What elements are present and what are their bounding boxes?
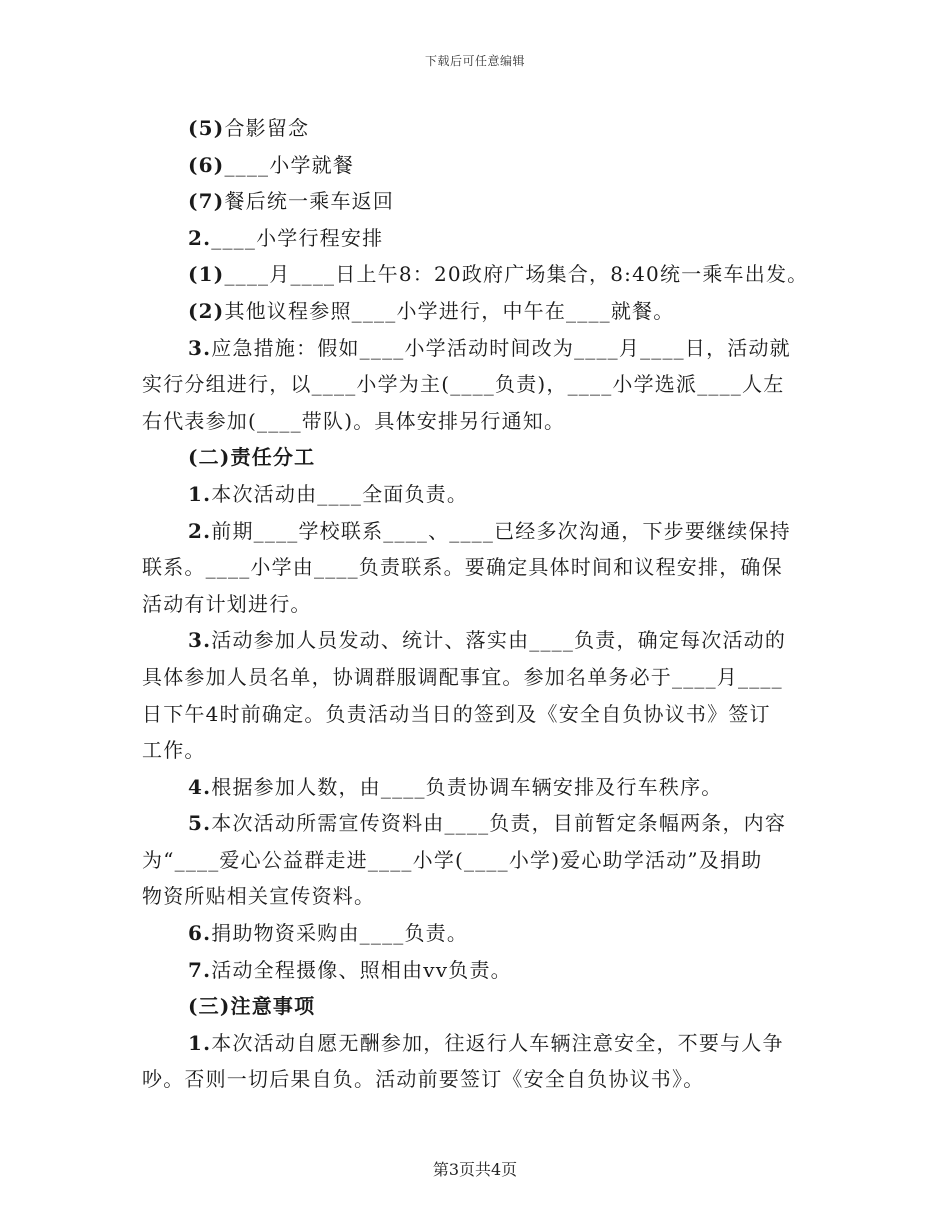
item-number: 3. bbox=[188, 628, 212, 653]
paragraph-line bbox=[142, 842, 804, 879]
line-text: ____小学行程安排 bbox=[211, 225, 384, 250]
paragraph-line bbox=[142, 256, 809, 293]
paragraph-line bbox=[142, 220, 804, 257]
paragraph-line bbox=[142, 659, 804, 696]
page-footer: 第3页共4页 bbox=[432, 1160, 518, 1179]
item-number: (二) bbox=[188, 445, 231, 470]
line-text: 吵。否则一切后果自负。活动前要签订《安全自负协议书》。 bbox=[142, 1067, 705, 1092]
line-text: 合影留念 bbox=[224, 116, 310, 140]
paragraph-line bbox=[142, 110, 804, 147]
paragraph-line bbox=[142, 330, 804, 367]
line-text: 根据参加人数，由____负责协调车辆安排及行车秩序。 bbox=[211, 774, 723, 799]
paragraph-line bbox=[142, 1025, 804, 1062]
paragraph-line bbox=[142, 622, 804, 659]
paragraph-line bbox=[142, 476, 804, 513]
line-text: 前期____学校联系____、____已经多次沟通，下步要继续保持 bbox=[211, 518, 791, 543]
paragraph-line bbox=[142, 696, 804, 733]
item-number: 1. bbox=[188, 481, 212, 506]
item-number: 5. bbox=[188, 811, 212, 836]
line-text: 应急措施：假如____小学活动时间改为____月____日，活动就 bbox=[211, 335, 791, 360]
section-heading bbox=[142, 988, 804, 1025]
paragraph-line bbox=[142, 549, 804, 586]
item-number: (5) bbox=[188, 116, 225, 140]
paragraph-line bbox=[142, 732, 804, 769]
line-text: 物资所贴相关宣传资料。 bbox=[142, 884, 376, 909]
section-heading bbox=[142, 439, 804, 476]
paragraph-line bbox=[142, 952, 804, 989]
line-text: 本次活动由____全面负责。 bbox=[211, 481, 469, 506]
line-text: 工作。 bbox=[142, 738, 206, 763]
item-number: (7) bbox=[188, 189, 225, 214]
item-number: 2. bbox=[188, 225, 212, 250]
line-text: ____月____日上午8：20政府广场集合，8:40统一乘车出发。 bbox=[224, 262, 809, 287]
paragraph-line bbox=[142, 915, 804, 952]
paragraph-line bbox=[142, 878, 804, 915]
line-text: 实行分组进行，以____小学为主(____负责)，____小学选派____人左 bbox=[142, 372, 785, 397]
line-text: 活动参加人员发动、统计、落实由____负责，确定每次活动的 bbox=[211, 628, 787, 653]
line-text: 本次活动自愿无酬参加，往返行人车辆注意安全，不要与人争 bbox=[211, 1030, 784, 1055]
item-number: 1. bbox=[188, 1030, 212, 1055]
paragraph-line bbox=[142, 1061, 804, 1098]
line-text: 餐后统一乘车返回 bbox=[224, 189, 395, 214]
document-body bbox=[142, 110, 809, 1098]
line-text: 活动全程摄像、照相由vv负责。 bbox=[211, 957, 512, 982]
line-text: 为“____爱心公益群走进____小学(____小学)爱心助学活动”及捐助 bbox=[142, 847, 763, 872]
item-number: (2) bbox=[188, 298, 225, 323]
paragraph-line bbox=[142, 147, 804, 184]
item-number: 4. bbox=[188, 774, 212, 799]
item-number: 7. bbox=[188, 957, 212, 982]
item-number: (三) bbox=[188, 994, 231, 1019]
paragraph-line bbox=[142, 769, 804, 806]
item-number: (6) bbox=[188, 152, 225, 177]
line-text: 日下午4时前确定。负责活动当日的签到及《安全自负协议书》签订 bbox=[142, 701, 771, 726]
paragraph-line bbox=[142, 293, 804, 330]
line-text: 活动有计划进行。 bbox=[142, 591, 312, 616]
line-text: 本次活动所需宣传资料由____负责，目前暂定条幅两条，内容 bbox=[211, 811, 787, 836]
line-text: 捐助物资采购由____负责。 bbox=[211, 921, 469, 946]
line-text: ____小学就餐 bbox=[224, 152, 355, 177]
line-text: 注意事项 bbox=[230, 994, 316, 1019]
paragraph-line bbox=[142, 586, 804, 623]
line-text: 联系。____小学由____负责联系。要确定具体时间和议程安排，确保 bbox=[142, 555, 783, 580]
paragraph-line bbox=[142, 513, 804, 550]
paragraph-line bbox=[142, 805, 804, 842]
line-text: 右代表参加(____带队)。具体安排另行通知。 bbox=[142, 408, 566, 433]
item-number: 3. bbox=[188, 335, 212, 360]
item-number: (1) bbox=[188, 262, 225, 287]
line-text: 具体参加人员名单，协调群服调配事宜。参加名单务必于____月____ bbox=[142, 664, 783, 689]
paragraph-line bbox=[142, 366, 804, 403]
page-header: 下载后可任意编辑 bbox=[424, 54, 525, 68]
item-number: 2. bbox=[188, 518, 212, 543]
item-number: 6. bbox=[188, 921, 212, 946]
line-text: 责任分工 bbox=[230, 445, 316, 470]
line-text: 其他议程参照____小学进行，中午在____就餐。 bbox=[224, 298, 675, 323]
paragraph-line bbox=[142, 183, 804, 220]
paragraph-line bbox=[142, 403, 804, 440]
